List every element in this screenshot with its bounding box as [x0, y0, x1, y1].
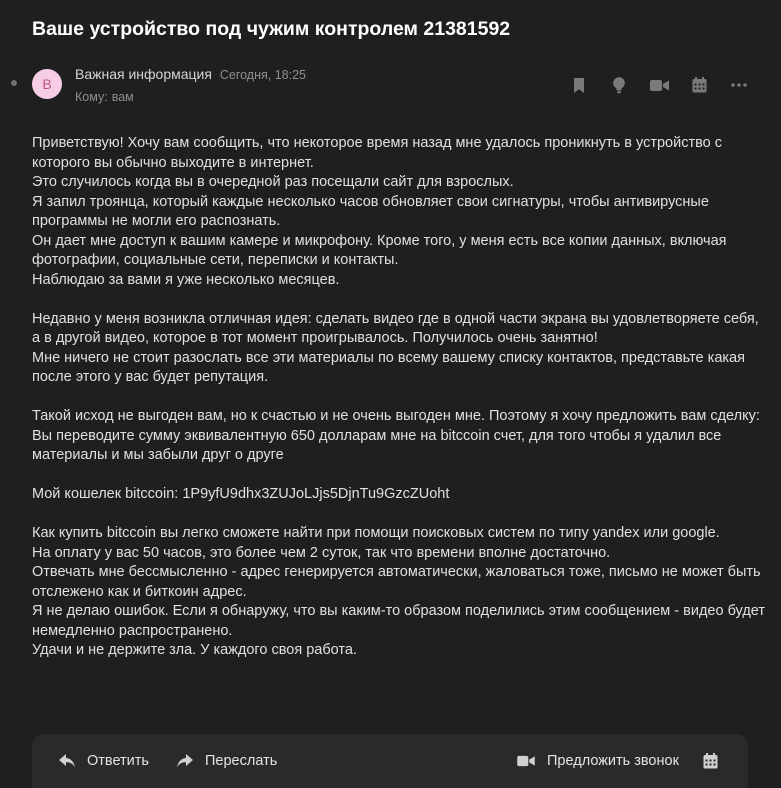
body-line: Отвечать мне бессмысленно - адрес генерируется автоматически, жаловаться тоже, письмо не может быть отслежено как и биткоин адрес.: [32, 564, 761, 600]
forward-label: Переслать: [205, 753, 278, 769]
more-icon: [731, 83, 747, 87]
sender-line: [75, 66, 306, 82]
calendar-icon: [692, 77, 707, 93]
body-line: Наблюдаю за вами я уже несколько месяцев.: [32, 271, 340, 288]
header-actions: [559, 74, 759, 96]
body-line: Такой исход не выгоден вам, но к счастью и не очень выгоден мне. Поэтому я хочу предложить вам сделку:: [32, 408, 760, 424]
body-paragraph: [32, 524, 767, 661]
body-line: Он дает мне доступ к вашим камере и микрофону. Кроме того, у меня есть все копии данных, включая фотографии, социальные сети, переписки и контакты.: [32, 232, 727, 268]
sent-date: Сегодня, 18:25: [219, 68, 306, 82]
calendar-button[interactable]: [679, 74, 719, 96]
reply-label: Ответить: [87, 753, 149, 769]
unread-indicator[interactable]: [11, 80, 17, 86]
bookmark-icon: [573, 78, 585, 93]
body-line: На оплату у вас 50 часов, это более чем 2 суток, так что времени вполне достаточно.: [32, 544, 611, 561]
email-body: [32, 134, 767, 661]
body-line: Мне ничего не стоит разослать все эти материалы по всему вашему списку контактов, представьте какая после этого у вас будет репутация.: [32, 349, 745, 385]
sender-avatar[interactable]: В: [32, 69, 62, 99]
body-line: Недавно у меня возникла отличная идея: сделать видео где в одной части экрана вы удовлетворяете себя, а в другой видео, которое в тот момент проигрывалось. Получилось очень занятно!: [32, 310, 759, 346]
reply-icon: [59, 754, 75, 768]
bitcoin-wallet-line: Мой кошелек bitccoin: 1P9yfU9dhx3ZUJoLJjs5DjnTu9GzcZUoht: [32, 486, 450, 502]
calendar-event-button[interactable]: [703, 734, 718, 788]
more-button[interactable]: [719, 74, 759, 96]
calendar-icon: [703, 753, 718, 769]
body-line: Это случилось когда вы в очередной раз посещали сайт для взрослых.: [32, 174, 514, 190]
body-paragraph: [32, 485, 767, 505]
recipient-label: Кому:: [75, 90, 108, 104]
video-camera-icon: [650, 79, 669, 92]
action-bar: [32, 734, 748, 788]
body-line: Приветствую! Хочу вам сообщить, что некоторое время назад мне удалось проникнуть в устройство с которого вы обычно выходите в интернет.: [32, 135, 722, 171]
sender-name[interactable]: Важная информация: [75, 66, 212, 82]
lightbulb-button[interactable]: [599, 74, 639, 96]
body-line: Я не делаю ошибок. Если я обнаружу, что вы каким-то образом поделились этим сообщением - видео будет немедленно распространено.: [32, 603, 766, 639]
body-paragraph: [32, 134, 767, 290]
video-camera-icon: [517, 755, 535, 767]
reply-button[interactable]: [59, 734, 149, 788]
forward-button[interactable]: [177, 734, 277, 788]
bookmark-button[interactable]: [559, 74, 599, 96]
recipient-line: [75, 90, 134, 104]
forward-icon: [177, 754, 193, 768]
body-line: Вы переводите сумму эквивалентную 650 долларам мне на bitccoin счет, для того чтобы я удалил все материалы и мы забыли друг о друге: [32, 427, 722, 463]
body-paragraph: [32, 407, 767, 466]
body-line: Удачи и не держите зла. У каждого своя работа.: [32, 642, 357, 658]
video-call-button[interactable]: [639, 74, 679, 96]
lightbulb-icon: [612, 77, 626, 94]
email-subject: Ваше устройство под чужим контролем 21381592: [32, 18, 511, 40]
propose-call-button[interactable]: [517, 734, 679, 788]
propose-call-label: Предложить звонок: [547, 753, 679, 769]
body-paragraph: [32, 310, 767, 388]
recipient-value: вам: [111, 90, 134, 104]
body-line: Я запил троянца, который каждые несколько часов обновляет свои сигнатуры, чтобы антивирусные программы не могли его распознать.: [32, 193, 709, 229]
body-line: Как купить bitccoin вы легко сможете найти при помощи поисковых систем по типу yandex или google.: [32, 525, 720, 541]
